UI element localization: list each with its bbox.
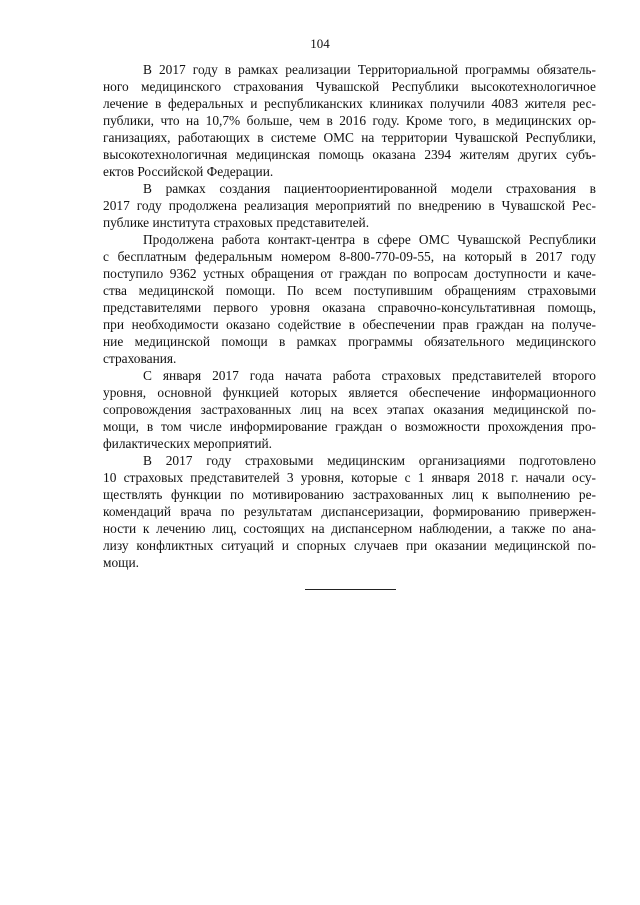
paragraph-line: с бесплатным федеральным номером 8-800-770-09-55, на который в 2017 году xyxy=(103,249,596,264)
paragraph xyxy=(103,367,596,452)
paragraph-line: лечение в федеральных и республиканских клиниках получили 4083 жителя рес- xyxy=(103,96,596,111)
page-number: 104 xyxy=(310,36,330,51)
paragraph-line: ства медицинской помощи. По всем поступившим обращениям страховыми xyxy=(103,283,596,298)
paragraph-line: ганизациях, работающих в системе ОМС на территории Чувашской Республики, xyxy=(103,130,596,145)
paragraph-line: мощи, в том числе информирование граждан о возможности прохождения про- xyxy=(103,419,596,434)
paragraph-line: поступило 9362 устных обращения от граждан по вопросам доступности и каче- xyxy=(103,266,596,281)
paragraph-line: публики, что на 10,7% больше, чем в 2016 году. Кроме того, в медицинских ор- xyxy=(103,113,596,128)
paragraph-line: ектов Российской Федерации. xyxy=(103,164,274,179)
paragraph-line: комендаций врача по результатам диспансеризации, формированию привержен- xyxy=(103,504,596,519)
paragraph xyxy=(103,61,596,180)
paragraph-line: при необходимости оказано содействие в обеспечении прав граждан на получе- xyxy=(103,317,596,332)
end-separator-line xyxy=(305,589,396,590)
paragraph-line: лизу конфликтных ситуаций и спорных случаев при оказании медицинской по- xyxy=(103,538,596,553)
paragraph-line: Продолжена работа контакт-центра в сфере ОМС Чувашской Республики xyxy=(143,232,596,247)
paragraph-line: ществлять функции по мотивированию застрахованных лиц к выполнению ре- xyxy=(103,487,596,502)
paragraph xyxy=(103,231,596,367)
paragraph-line: В 2017 году страховыми медицинским организациями подготовлено xyxy=(143,453,596,468)
paragraph-line: мощи. xyxy=(103,555,139,570)
paragraph xyxy=(103,180,596,231)
paragraph-line: представителями первого уровня оказана справочно-консультативная помощь, xyxy=(103,300,596,315)
paragraph-line: страхования. xyxy=(103,351,177,366)
paragraph-line: В 2017 году в рамках реализации Территориальной программы обязатель- xyxy=(143,62,596,77)
paragraph-line: ности к лечению лиц, состоящих на диспансерном наблюдении, а также по ана- xyxy=(103,521,596,536)
paragraph-line: сопровождения застрахованных лиц на всех этапах оказания медицинской по- xyxy=(103,402,596,417)
paragraph-line: ние медицинской помощи в рамках программы обязательного медицинского xyxy=(103,334,596,349)
document-body xyxy=(103,61,596,571)
paragraph xyxy=(103,452,596,571)
paragraph-line: филактических мероприятий. xyxy=(103,436,273,451)
paragraph-line: 2017 году продолжена реализация мероприятий по внедрению в Чувашской Рес- xyxy=(103,198,596,213)
paragraph-line: С января 2017 года начата работа страховых представителей второго xyxy=(143,368,596,383)
paragraph-line: В рамках создания пациентоориентированной модели страхования в xyxy=(143,181,596,196)
paragraph-line: уровня, основной функцией которых является обеспечение информационного xyxy=(103,385,596,400)
paragraph-line: высокотехнологичная медицинская помощь оказана 2394 жителям других субъ- xyxy=(103,147,596,162)
paragraph-line: ного медицинского страхования Чувашской Республики высокотехнологичное xyxy=(103,79,596,94)
paragraph-line: 10 страховых представителей 3 уровня, которые с 1 января 2018 г. начали осу- xyxy=(103,470,596,485)
paragraph-line: публике института страховых представителей. xyxy=(103,215,370,230)
